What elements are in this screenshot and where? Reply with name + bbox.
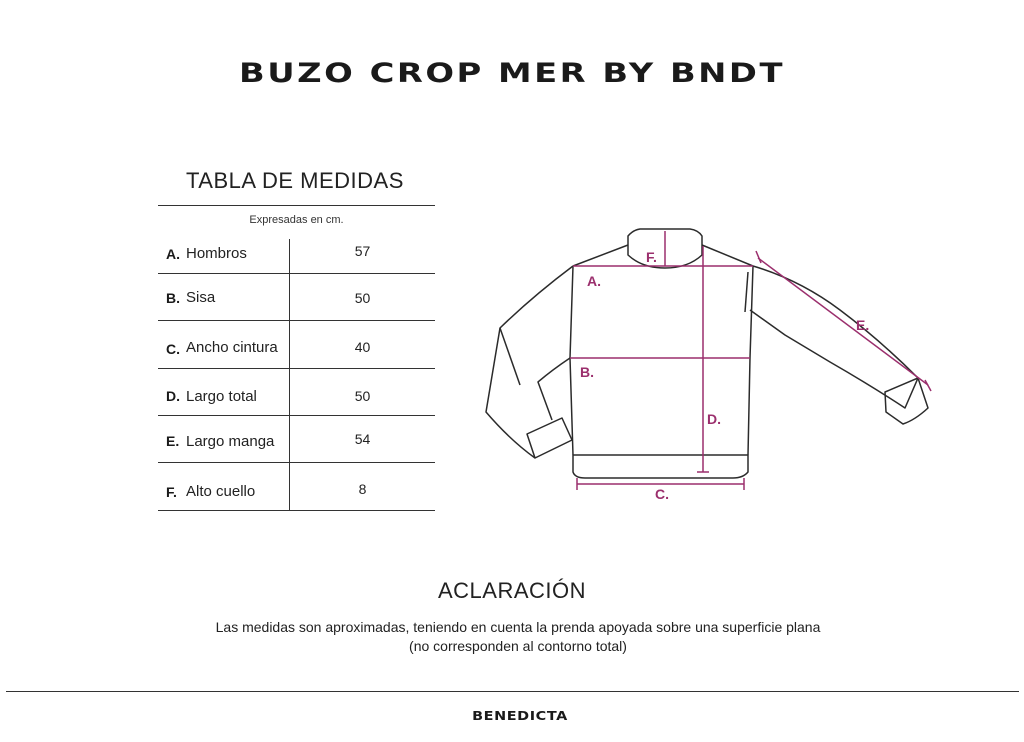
row-letter: E. — [166, 433, 180, 449]
waistband — [573, 455, 748, 478]
note-text — [0, 618, 1024, 656]
left-sleeve-outer — [486, 266, 573, 458]
label-c: C. — [655, 486, 669, 502]
table-subtitle: Expresadas en cm. — [249, 214, 344, 226]
note-line-2: (no corresponden al contorno total) — [409, 638, 627, 654]
right-armhole — [745, 272, 748, 312]
row-name: Hombros — [186, 245, 247, 262]
row-name: Largo manga — [186, 433, 275, 450]
table-top-rule — [158, 205, 435, 206]
note-line-1: Las medidas son aproximadas, teniendo en cuenta la prenda apoyada sobre una superficie plana — [215, 619, 821, 635]
left-sleeve-fold — [500, 328, 520, 385]
table-row — [158, 416, 435, 463]
table-row — [158, 321, 435, 368]
right-side — [748, 266, 753, 455]
row-value: 50 — [354, 388, 371, 404]
measure-labels — [580, 249, 869, 502]
label-a: A. — [587, 273, 601, 289]
label-b: B. — [580, 364, 594, 380]
row-letter: F. — [166, 484, 177, 500]
table-bottom-rule — [158, 510, 435, 511]
row-letter: B. — [166, 290, 180, 306]
row-value: 8 — [358, 481, 367, 497]
brand-logo: BENEDICTA — [472, 709, 568, 723]
note-heading: ACLARACIÓN — [437, 578, 587, 603]
left-shoulder — [573, 245, 628, 266]
right-sleeve — [750, 266, 918, 408]
row-value: 57 — [354, 243, 371, 259]
table-row — [158, 369, 435, 416]
label-f: F. — [646, 249, 657, 265]
label-e: E. — [856, 317, 870, 333]
sweatshirt-diagram — [470, 215, 940, 515]
row-value: 54 — [354, 431, 371, 447]
row-letter: C. — [166, 341, 180, 357]
left-cuff — [527, 418, 572, 458]
row-name: Alto cuello — [186, 483, 256, 500]
measure-e-line — [758, 258, 928, 385]
right-shoulder — [702, 245, 753, 266]
footer-rule — [6, 691, 1019, 692]
left-sleeve-inner — [538, 358, 570, 420]
table-row — [158, 274, 435, 321]
row-value: 40 — [354, 339, 371, 355]
label-d: D. — [707, 411, 721, 427]
row-value: 50 — [354, 290, 371, 306]
size-table-heading: TABLA DE MEDIDAS — [186, 168, 404, 193]
page-title: BUZO CROP MER BY BNDT — [239, 58, 785, 89]
table-row — [158, 463, 435, 510]
right-cuff — [885, 378, 928, 424]
row-name: Ancho cintura — [186, 339, 278, 356]
row-letter: D. — [166, 388, 180, 404]
row-name: Sisa — [186, 289, 216, 306]
left-side — [570, 266, 573, 455]
row-letter: A. — [166, 246, 180, 262]
row-name: Largo total — [186, 388, 257, 405]
